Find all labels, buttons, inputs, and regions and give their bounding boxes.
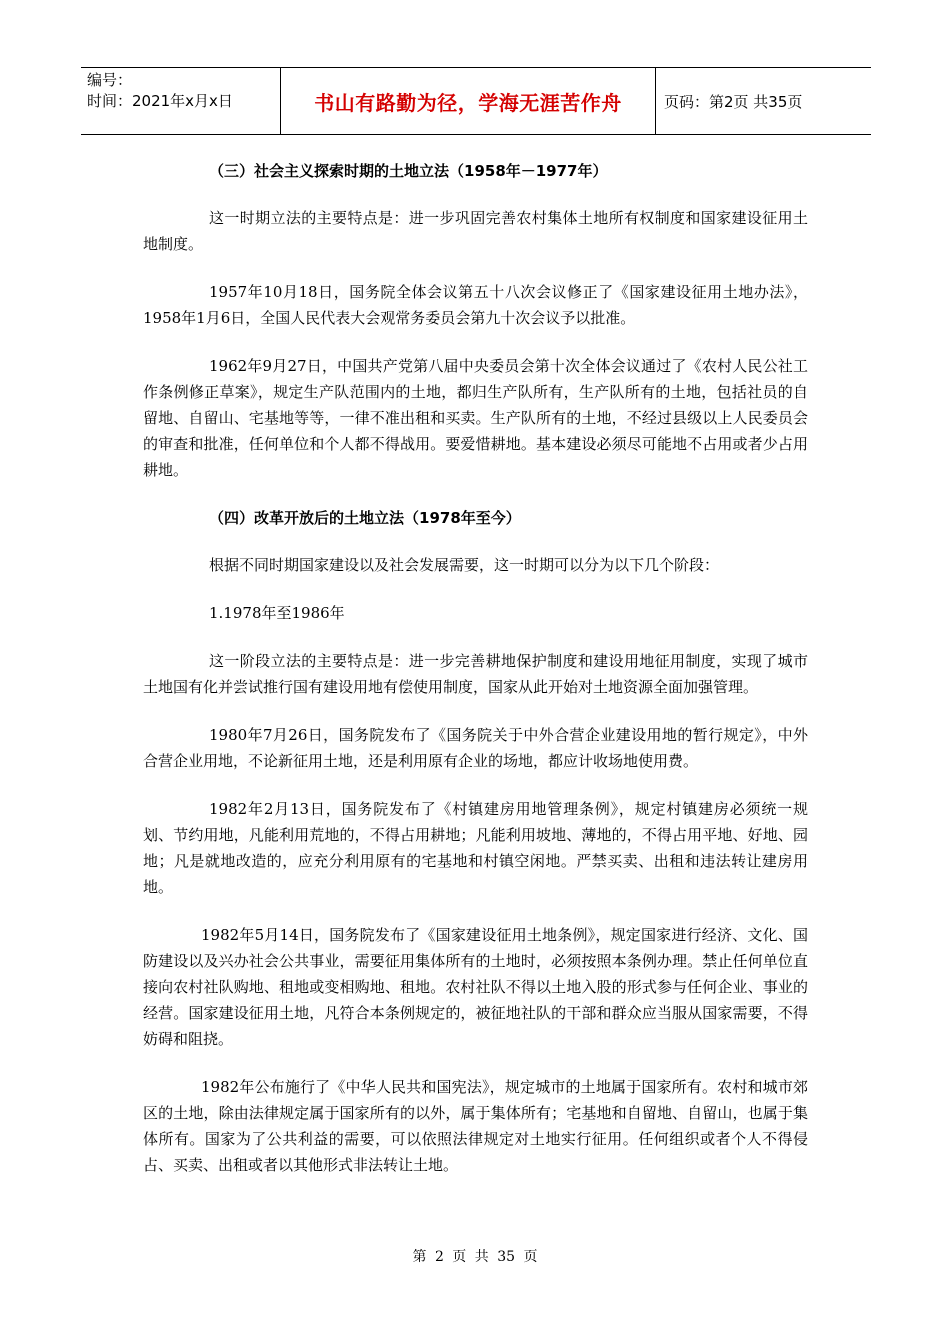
- paragraph: 1982年2月13日，国务院发布了《村镇建房用地管理条例》，规定村镇建房必须统一规划、节约用地，凡能利用荒地的，不得占用耕地；凡能利用坡地、薄地的，不得占用平地、好地、园地；凡是就地改造的，应充分利用原有的宅基地和村镇空闲地。严禁买卖、出租和违法转让建房用地。: [143, 800, 808, 896]
- time-label: 时间：2021年x月x日: [87, 92, 233, 110]
- paragraph: 这一阶段立法的主要特点是：进一步完善耕地保护制度和建设用地征用制度，实现了城市土地国有化并尝试推行国有建设用地有偿使用制度，国家从此开始对土地资源全面加强管理。: [143, 652, 808, 696]
- section-heading-4: （四）改革开放后的土地立法（1978年至今）: [209, 509, 521, 527]
- paragraph: 1980年7月26日，国务院发布了《国务院关于中外合营企业建设用地的暂行规定》，中外合营企业用地，不论新征用土地，还是利用原有企业的场地，都应计收场地使用费。: [143, 726, 808, 770]
- paragraph: 1982年公布施行了《中华人民共和国宪法》，规定城市的土地属于国家所有。农村和城市郊区的土地，除由法律规定属于国家所有的以外，属于集体所有；宅基地和自留地、自留山，也属于集体所有。国家为了公共利益的需要，可以依照法律规定对土地实行征用。任何组织或者个人不得侵占、买卖、出租或者以其他形式非法转让土地。: [143, 1078, 808, 1174]
- paragraph: 1962年9月27日，中国共产党第八届中央委员会第十次全体会议通过了《农村人民公社工作条例修正草案》，规定生产队范围内的土地，都归生产队所有，生产队所有的土地，包括社员的自留地、自留山、宅基地等等，一律不准出租和买卖。生产队所有的土地，不经过县级以上人民委员会的审查和批准，任何单位和个人都不得战用。要爱惜耕地。基本建设必须尽可能地不占用或者少占用耕地。: [143, 357, 808, 479]
- paragraph: 1982年5月14日，国务院发布了《国家建设征用土地条例》，规定国家进行经济、文化、国防建设以及兴办社会公共事业，需要征用集体所有的土地时，必须按照本条例办理。禁止任何单位直接向农村社队购地、租地或变相购地、租地。农村社队不得以土地入股的形式参与任何企业、事业的经营。国家建设征用土地，凡符合本条例规定的，被征地社队的干部和群众应当服从国家需要，不得妨碍和阻挠。: [143, 926, 808, 1048]
- number-label: 编号：: [87, 71, 133, 89]
- header-table: [81, 67, 871, 135]
- section-heading-3: （三）社会主义探索时期的土地立法（1958年－1977年）: [209, 162, 608, 180]
- document-body: [143, 158, 808, 1200]
- paragraph: 这一时期立法的主要特点是：进一步巩固完善农村集体土地所有权制度和国家建设征用土地制度。: [143, 209, 808, 253]
- header-motto-cell: [281, 68, 656, 134]
- header-meta-cell: [81, 68, 281, 134]
- subsection-label: 1.1978年至1986年: [209, 604, 345, 622]
- header-page-cell: [656, 68, 871, 134]
- page-info: 页码：第2页 共35页: [664, 92, 803, 111]
- paragraph: 根据不同时期国家建设以及社会发展需要，这一时期可以分为以下几个阶段：: [209, 556, 720, 574]
- page-footer: 第 2 页 共 35 页: [412, 1249, 538, 1265]
- motto-text: 书山有路勤为径，学海无涯苦作舟: [314, 90, 622, 115]
- paragraph: 1957年10月18日，国务院全体会议第五十八次会议修正了《国家建设征用土地办法》，1958年1月6日，全国人民代表大会观常务委员会第九十次会议予以批准。: [143, 283, 808, 327]
